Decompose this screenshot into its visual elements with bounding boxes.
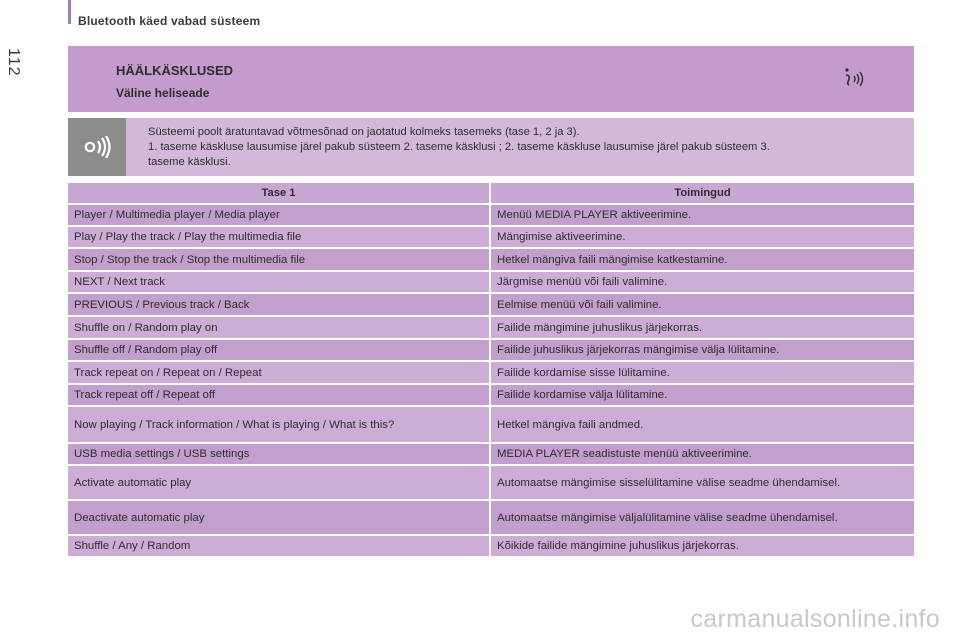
- action-cell: MEDIA PLAYER seadistuste menüü aktiveerimine.: [491, 444, 914, 466]
- action-cell: Failide kordamise sisse lülitamine.: [491, 362, 914, 385]
- action-cell: Failide kordamise välja lülitamine.: [491, 385, 914, 407]
- table-header-row: [68, 183, 914, 205]
- info-line: taseme käsklusi.: [148, 156, 231, 168]
- action-cell: Automaatse mängimise väljalülitamine välise seadme ühendamisel.: [491, 501, 914, 536]
- section-title: Bluetooth käed vabad süsteem: [78, 14, 261, 28]
- voice-command-icon: [842, 66, 868, 92]
- info-text: [148, 125, 900, 170]
- command-cell: Deactivate automatic play: [68, 501, 491, 536]
- command-cell: Track repeat on / Repeat on / Repeat: [68, 362, 491, 385]
- action-cell: Mängimise aktiveerimine.: [491, 227, 914, 249]
- table-row: [68, 249, 914, 272]
- action-cell: Failide mängimine juhuslikus järjekorras.: [491, 317, 914, 340]
- table-row: [68, 272, 914, 294]
- column-header-level: Tase 1: [68, 183, 491, 205]
- voice-commands-table: [68, 183, 914, 558]
- table-row: [68, 362, 914, 385]
- info-box: [68, 118, 914, 176]
- command-cell: Shuffle on / Random play on: [68, 317, 491, 340]
- table-row: [68, 501, 914, 536]
- command-cell: Track repeat off / Repeat off: [68, 385, 491, 407]
- info-icon-box: [68, 118, 126, 176]
- action-cell: Kõikide failide mängimine juhuslikus järjekorras.: [491, 536, 914, 558]
- action-cell: Eelmise menüü või faili valimine.: [491, 294, 914, 317]
- command-cell: PREVIOUS / Previous track / Back: [68, 294, 491, 317]
- page-title: HÄÄLKÄSKLUSED: [116, 63, 233, 78]
- command-cell: Stop / Stop the track / Stop the multimedia file: [68, 249, 491, 272]
- command-cell: Shuffle off / Random play off: [68, 340, 491, 362]
- header-accent-bar: [68, 0, 71, 24]
- table-row: [68, 444, 914, 466]
- info-line: 1. taseme käskluse lausumise järel pakub süsteem 2. taseme käsklusi ; 2. taseme käskluse lausumise järel pakub süsteem 3.: [148, 141, 770, 153]
- command-cell: Shuffle / Any / Random: [68, 536, 491, 558]
- action-cell: Hetkel mängiva faili mängimise katkestamine.: [491, 249, 914, 272]
- page-subtitle: Väline heliseade: [116, 86, 210, 100]
- action-cell: Menüü MEDIA PLAYER aktiveerimine.: [491, 205, 914, 227]
- action-cell: Failide juhuslikus järjekorras mängimise välja lülitamine.: [491, 340, 914, 362]
- command-cell: Play / Play the track / Play the multimedia file: [68, 227, 491, 249]
- table-row: [68, 385, 914, 407]
- table-row: [68, 466, 914, 501]
- title-box: [68, 46, 914, 112]
- table-row: [68, 294, 914, 317]
- table-row: [68, 227, 914, 249]
- action-cell: Järgmise menüü või faili valimine.: [491, 272, 914, 294]
- page-number: 112: [5, 48, 22, 77]
- action-cell: Automaatse mängimise sisselülitamine välise seadme ühendamisel.: [491, 466, 914, 501]
- table-row: [68, 536, 914, 558]
- table-row: [68, 317, 914, 340]
- watermark: carmanualsonline.info: [690, 605, 940, 633]
- command-cell: NEXT / Next track: [68, 272, 491, 294]
- voice-waves-icon: [82, 136, 112, 158]
- command-cell: USB media settings / USB settings: [68, 444, 491, 466]
- command-cell: Player / Multimedia player / Media player: [68, 205, 491, 227]
- table-row: [68, 340, 914, 362]
- command-cell: Activate automatic play: [68, 466, 491, 501]
- table-row: [68, 407, 914, 444]
- table-row: [68, 205, 914, 227]
- command-cell: Now playing / Track information / What is playing / What is this?: [68, 407, 491, 444]
- column-header-actions: Toimingud: [491, 183, 914, 205]
- info-line: Süsteemi poolt äratuntavad võtmesõnad on jaotatud kolmeks tasemeks (tase 1, 2 ja 3).: [148, 126, 580, 138]
- action-cell: Hetkel mängiva faili andmed.: [491, 407, 914, 444]
